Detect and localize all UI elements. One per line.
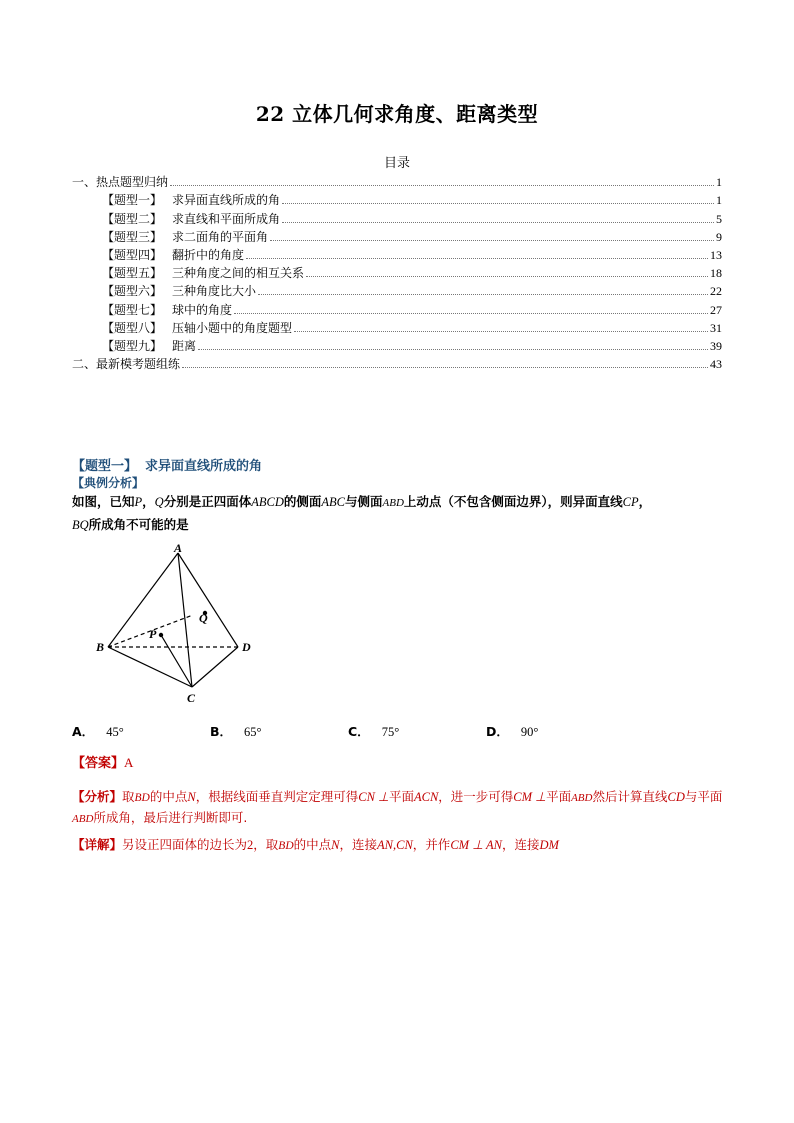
toc-entry-tag: 【题型八】	[102, 320, 163, 335]
detail-tag: 【详解】	[72, 837, 123, 852]
text: 平面	[388, 789, 414, 804]
option-letter: B．	[210, 724, 233, 739]
math-var: BQ	[72, 518, 89, 532]
toc-entry-tag: 【题型六】	[102, 284, 163, 299]
toc-entry[interactable]	[72, 337, 722, 355]
toc-entry-label: 二、最新模考题组练	[72, 357, 181, 372]
toc-entry-label: 三种角度比大小	[172, 284, 257, 299]
math-var: CD	[667, 790, 685, 804]
math-var: AN,CN	[377, 838, 413, 852]
problem-part: 与侧面	[344, 494, 383, 509]
toc-entry[interactable]	[72, 173, 722, 191]
math-formula: CM ⊥	[513, 790, 547, 804]
toc-entry-label: 求异面直线所成的角	[172, 193, 281, 208]
text: 另设正四面体的边长为	[122, 837, 248, 852]
toc-entry-page: 43	[710, 357, 722, 372]
toc-dot-leader	[306, 276, 708, 277]
toc-entry-label: 压轴小题中的角度题型	[172, 320, 293, 335]
analysis-paragraph	[72, 787, 726, 829]
label-c: C	[187, 691, 196, 705]
toc-dot-leader	[234, 313, 708, 314]
detail-paragraph	[72, 835, 726, 856]
math-var: ABD	[382, 497, 404, 509]
problem-part: 上动点（不包含侧面边界），则异面直线	[403, 494, 623, 509]
option-b[interactable]	[210, 722, 348, 740]
math-var: P	[134, 495, 143, 509]
problem-part: 的侧面	[283, 494, 322, 509]
toc-entry-label: 距离	[172, 338, 197, 353]
toc-entry-page: 9	[716, 229, 722, 244]
math-var: ABCD	[251, 495, 284, 509]
math-var: Q	[154, 495, 164, 509]
answer-line	[72, 752, 133, 771]
toc-dot-leader	[170, 185, 714, 186]
text: ，连接	[339, 837, 378, 852]
problem-part: ，	[638, 494, 652, 509]
toc-entry-tag: 【题型三】	[102, 229, 163, 244]
text: 平面	[546, 789, 572, 804]
toc-entry-page: 5	[716, 211, 722, 226]
toc-entry-tag: 【题型九】	[102, 338, 163, 353]
toc-entry[interactable]	[72, 209, 722, 227]
option-letter: A．	[72, 724, 95, 739]
toc-heading: 目录	[383, 156, 410, 171]
edge-ad	[178, 553, 238, 647]
section-tag: 【题型一】	[72, 459, 138, 474]
edge-ab	[108, 553, 178, 647]
toc-entry-label: 求二面角的平面角	[172, 229, 269, 244]
math-formula: CN ⊥	[358, 790, 389, 804]
analysis-tag: 【分析】	[72, 789, 123, 804]
math-var: N	[331, 838, 340, 852]
toc-dot-leader	[294, 331, 708, 332]
tetrahedron-figure	[92, 540, 262, 710]
math-var: N	[187, 790, 196, 804]
toc-dot-leader	[282, 222, 714, 223]
text: 所成角，最后进行判断即可.	[93, 810, 248, 825]
math-formula: CM ⊥ AN	[450, 838, 502, 852]
toc-entry-page: 1	[716, 193, 722, 208]
toc-entry-tag: 【题型五】	[102, 266, 163, 281]
edge-cd	[192, 647, 238, 687]
toc-dot-leader	[258, 294, 708, 295]
toc-entry[interactable]	[72, 282, 722, 300]
option-value: 90°	[520, 725, 539, 739]
math-var: BD	[278, 840, 294, 852]
option-c[interactable]	[348, 722, 486, 740]
problem-part: ，	[142, 494, 155, 509]
toc-dot-leader	[198, 349, 708, 350]
text: ，并作	[412, 837, 451, 852]
problem-part: 所成角不可能的是	[88, 517, 189, 532]
math-var: CP	[622, 495, 639, 509]
toc-entry-tag: 【题型四】	[102, 247, 163, 262]
label-a: A	[174, 541, 183, 555]
option-d[interactable]	[486, 722, 624, 740]
toc-dot-leader	[282, 203, 714, 204]
toc-entry[interactable]	[72, 300, 722, 318]
toc-entry[interactable]	[72, 246, 722, 264]
toc-entry-tag: 【题型一】	[102, 193, 163, 208]
text: 然后计算直线	[592, 789, 668, 804]
label-d: D	[242, 640, 251, 654]
text: 的中点	[293, 837, 332, 852]
section-name: 求异面直线所成的角	[145, 459, 263, 474]
option-value: 45°	[106, 725, 124, 739]
problem-text	[72, 491, 724, 536]
math-var: DM	[539, 838, 559, 852]
math-var: ABC	[321, 495, 345, 509]
text: ，进一步可得	[438, 789, 514, 804]
toc-entry[interactable]	[72, 191, 722, 209]
option-letter: C．	[348, 724, 370, 739]
toc-entry-label: 翻折中的角度	[172, 247, 245, 262]
math-var: ABD	[571, 792, 593, 804]
example-heading: 【典例分析】	[72, 476, 145, 490]
problem-part: 分别是正四面体	[163, 494, 252, 509]
toc-entry-label: 求直线和平面所成角	[172, 211, 281, 226]
toc-dot-leader	[270, 240, 714, 241]
toc-entry-tag: 【题型二】	[102, 211, 163, 226]
toc-entry-page: 39	[710, 338, 722, 353]
table-of-contents	[72, 173, 722, 373]
text: 与平面	[684, 789, 723, 804]
toc-entry-page: 1	[716, 175, 722, 190]
toc-dot-leader	[182, 367, 708, 368]
text: 取	[122, 789, 135, 804]
toc-entry[interactable]	[72, 355, 722, 373]
toc-entry-page: 31	[710, 320, 722, 335]
problem-part: 如图，已知	[72, 494, 135, 509]
text: ，取	[253, 837, 279, 852]
toc-entry-page: 13	[710, 247, 722, 262]
toc-entry-page: 27	[710, 302, 722, 317]
math-var: ABD	[72, 813, 94, 825]
label-q: Q	[199, 611, 208, 625]
answer-value: A	[124, 755, 134, 770]
toc-entry[interactable]	[72, 264, 722, 282]
toc-entry-tag: 【题型七】	[102, 302, 163, 317]
math-var: BD	[134, 792, 150, 804]
option-value: 75°	[381, 725, 400, 739]
text: 的中点	[149, 789, 188, 804]
section-title	[72, 455, 262, 474]
toc-dot-leader	[246, 258, 708, 259]
option-a[interactable]	[72, 722, 210, 740]
text: ，连接	[501, 837, 540, 852]
math-var: ACN	[413, 790, 439, 804]
toc-entry-page: 18	[710, 266, 722, 281]
answer-options	[72, 722, 632, 740]
point-p	[159, 633, 163, 637]
option-letter: D．	[486, 724, 509, 739]
label-b: B	[96, 640, 105, 654]
toc-entry-label: 三种角度之间的相互关系	[172, 266, 305, 281]
toc-entry-label: 球中的角度	[172, 302, 233, 317]
toc-entry[interactable]	[72, 228, 722, 246]
toc-entry-page: 22	[710, 284, 722, 299]
toc-entry-label: 一、热点题型归纳	[72, 175, 169, 190]
math-number: 2	[247, 838, 254, 852]
page-title: 22 立体几何求角度、距离类型	[255, 102, 539, 126]
option-value: 65°	[244, 725, 262, 739]
text: ，根据线面垂直判定定理可得	[195, 789, 359, 804]
toc-entry[interactable]	[72, 319, 722, 337]
answer-tag: 【答案】	[72, 756, 125, 771]
label-p: P	[149, 627, 157, 641]
